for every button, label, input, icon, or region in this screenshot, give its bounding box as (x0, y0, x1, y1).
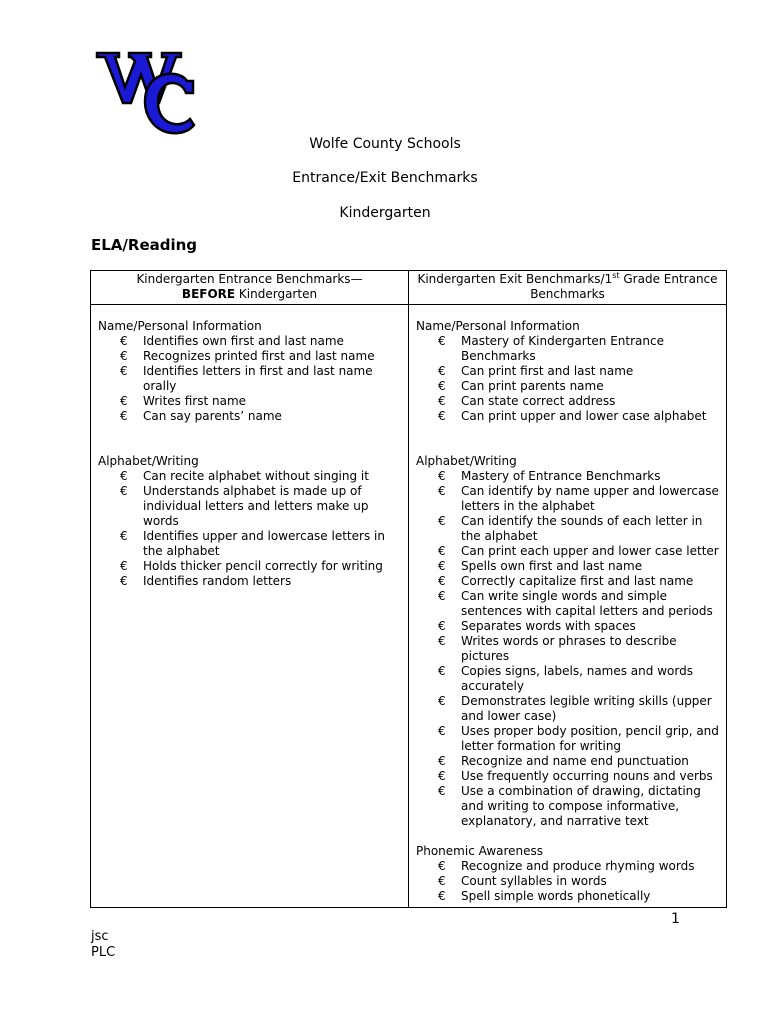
benchmark-text: Use a combination of drawing, dictating and writing to compose informative, explanatory, and narrative text (461, 784, 701, 828)
bullet-icon: € (120, 394, 128, 408)
bullet-icon: € (120, 529, 128, 543)
bullet-icon: € (438, 619, 446, 633)
list-item (416, 769, 720, 784)
list-item (416, 589, 720, 619)
list-item (416, 484, 720, 514)
bullet-icon: € (438, 484, 446, 498)
list-item (416, 559, 720, 574)
list-item (416, 409, 720, 424)
list-item (416, 544, 720, 559)
bullet-icon: € (438, 889, 446, 903)
exit-benchmarks-column (409, 305, 727, 908)
list-item (98, 469, 402, 484)
bullet-icon: € (438, 874, 446, 888)
list-item (416, 664, 720, 694)
benchmark-text: Can print each upper and lower case letter (461, 544, 719, 558)
benchmark-text: Identifies upper and lowercase letters in the alphabet (143, 529, 385, 558)
list-item (98, 574, 402, 589)
right-column-header (409, 271, 727, 305)
bullet-icon: € (120, 334, 128, 348)
list-item (416, 619, 720, 634)
list-item (98, 364, 402, 394)
benchmark-text: Identifies random letters (143, 574, 292, 588)
bullet-icon: € (438, 859, 446, 873)
list-item (416, 334, 720, 364)
benchmark-text: Can print upper and lower case alphabet (461, 409, 707, 423)
list-item (98, 529, 402, 559)
category-title: Alphabet/Writing (98, 454, 199, 468)
bullet-icon: € (438, 634, 446, 648)
bullet-icon: € (438, 514, 446, 528)
bullet-icon: € (120, 574, 128, 588)
benchmark-text: Separates words with spaces (461, 619, 636, 633)
bullet-icon: € (438, 589, 446, 603)
benchmark-text: Correctly capitalize first and last name (461, 574, 694, 588)
list-item (416, 889, 720, 904)
benchmark-text: Can identify by name upper and lowercase letters in the alphabet (461, 484, 719, 513)
list-item (416, 394, 720, 409)
list-item (416, 754, 720, 769)
list-item (98, 559, 402, 574)
left-header-line1: Kindergarten Entrance Benchmarks— (136, 272, 363, 286)
bullet-icon: € (438, 784, 446, 798)
list-item (416, 379, 720, 394)
benchmark-text: Can print parents name (461, 379, 604, 393)
benchmark-text: Copies signs, labels, names and words accurately (461, 664, 693, 693)
list-item (416, 634, 720, 664)
benchmark-text: Writes words or phrases to describe pictures (461, 634, 677, 663)
benchmark-text: Understands alphabet is made up of individual letters and letters make up words (143, 484, 369, 528)
benchmark-text: Spell simple words phonetically (461, 889, 651, 903)
left-column-header (91, 271, 409, 305)
bullet-icon: € (438, 544, 446, 558)
wc-logo (95, 47, 197, 137)
benchmark-text: Can write single words and simple sentences with capital letters and periods (461, 589, 713, 618)
benchmark-list (416, 859, 720, 904)
list-item (416, 694, 720, 724)
benchmark-text: Holds thicker pencil correctly for writing (143, 559, 383, 573)
footer-line-2: PLC (91, 945, 116, 960)
category-title: Name/Personal Information (98, 319, 262, 333)
bullet-icon: € (438, 574, 446, 588)
benchmark-text: Can say parents’ name (143, 409, 282, 423)
bullet-icon: € (438, 559, 446, 573)
section-title: ELA/Reading (91, 236, 198, 254)
list-item (98, 334, 402, 349)
list-item (416, 874, 720, 889)
bullet-icon: € (438, 664, 446, 678)
benchmark-text: Can recite alphabet without singing it (143, 469, 369, 483)
left-header-bold: BEFORE (181, 287, 236, 301)
bullet-icon: € (120, 349, 128, 363)
list-item (416, 364, 720, 379)
bullet-icon: € (438, 769, 446, 783)
document-subtitle: Entrance/Exit Benchmarks (292, 170, 478, 186)
list-item (98, 409, 402, 424)
group-spacer (416, 829, 720, 844)
benchmark-text: Identifies letters in first and last name orally (143, 364, 373, 393)
benchmark-text: Recognizes printed first and last name (143, 349, 375, 363)
benchmark-list (416, 469, 720, 829)
benchmark-text: Recognize and produce rhyming words (461, 859, 695, 873)
benchmarks-table (90, 270, 727, 908)
group-spacer (416, 424, 720, 454)
bullet-icon: € (438, 394, 446, 408)
bullet-icon: € (438, 379, 446, 393)
benchmark-text: Can print first and last name (461, 364, 634, 378)
list-item (416, 724, 720, 754)
right-header-line1a: Kindergarten Exit Benchmarks/1 (417, 272, 613, 286)
list-item (416, 514, 720, 544)
benchmark-text: Use frequently occurring nouns and verbs (461, 769, 713, 783)
bullet-icon: € (438, 469, 446, 483)
benchmark-text: Mastery of Kindergarten Entrance Benchmarks (461, 334, 664, 363)
benchmark-list (416, 334, 720, 424)
logo-c-shape (145, 74, 194, 133)
list-item (98, 349, 402, 364)
bullet-icon: € (438, 724, 446, 738)
entrance-benchmarks-column (91, 305, 409, 908)
bullet-icon: € (438, 694, 446, 708)
footer-line-1: jsc (91, 929, 109, 944)
list-item (416, 574, 720, 589)
bullet-icon: € (120, 484, 128, 498)
list-item (416, 784, 720, 829)
category-title: Alphabet/Writing (416, 454, 517, 468)
bullet-icon: € (120, 559, 128, 573)
right-header-line2: Benchmarks (530, 287, 605, 301)
benchmark-text: Identifies own first and last name (143, 334, 344, 348)
bullet-icon: € (120, 409, 128, 423)
benchmark-text: Uses proper body position, pencil grip, and letter formation for writing (461, 724, 719, 753)
group-spacer (98, 424, 402, 454)
list-item (98, 484, 402, 529)
benchmark-text: Can state correct address (461, 394, 616, 408)
grade-title: Kindergarten (339, 205, 431, 221)
list-item (416, 469, 720, 484)
bullet-icon: € (120, 469, 128, 483)
benchmark-text: Mastery of Entrance Benchmarks (461, 469, 661, 483)
bullet-icon: € (438, 409, 446, 423)
benchmark-list (98, 334, 402, 424)
right-header-sup: st (612, 271, 620, 280)
category-title: Name/Personal Information (416, 319, 580, 333)
bullet-icon: € (438, 754, 446, 768)
benchmark-text: Count syllables in words (461, 874, 607, 888)
list-item (416, 859, 720, 874)
benchmark-text: Demonstrates legible writing skills (upper and lower case) (461, 694, 712, 723)
benchmark-text: Can identify the sounds of each letter in the alphabet (461, 514, 703, 543)
table-header-row (91, 271, 727, 305)
benchmark-list (98, 469, 402, 589)
bullet-icon: € (438, 334, 446, 348)
page-number: 1 (671, 911, 680, 927)
benchmark-text: Writes first name (143, 394, 247, 408)
bullet-icon: € (120, 364, 128, 378)
benchmark-text: Spells own first and last name (461, 559, 643, 573)
benchmark-text: Recognize and name end punctuation (461, 754, 689, 768)
category-title: Phonemic Awareness (416, 844, 544, 858)
list-item (98, 394, 402, 409)
left-header-rest: Kindergarten (235, 287, 318, 301)
right-header-line1b: Grade Entrance (619, 272, 718, 286)
school-name: Wolfe County Schools (309, 136, 461, 152)
table-body-row (91, 305, 727, 908)
bullet-icon: € (438, 364, 446, 378)
